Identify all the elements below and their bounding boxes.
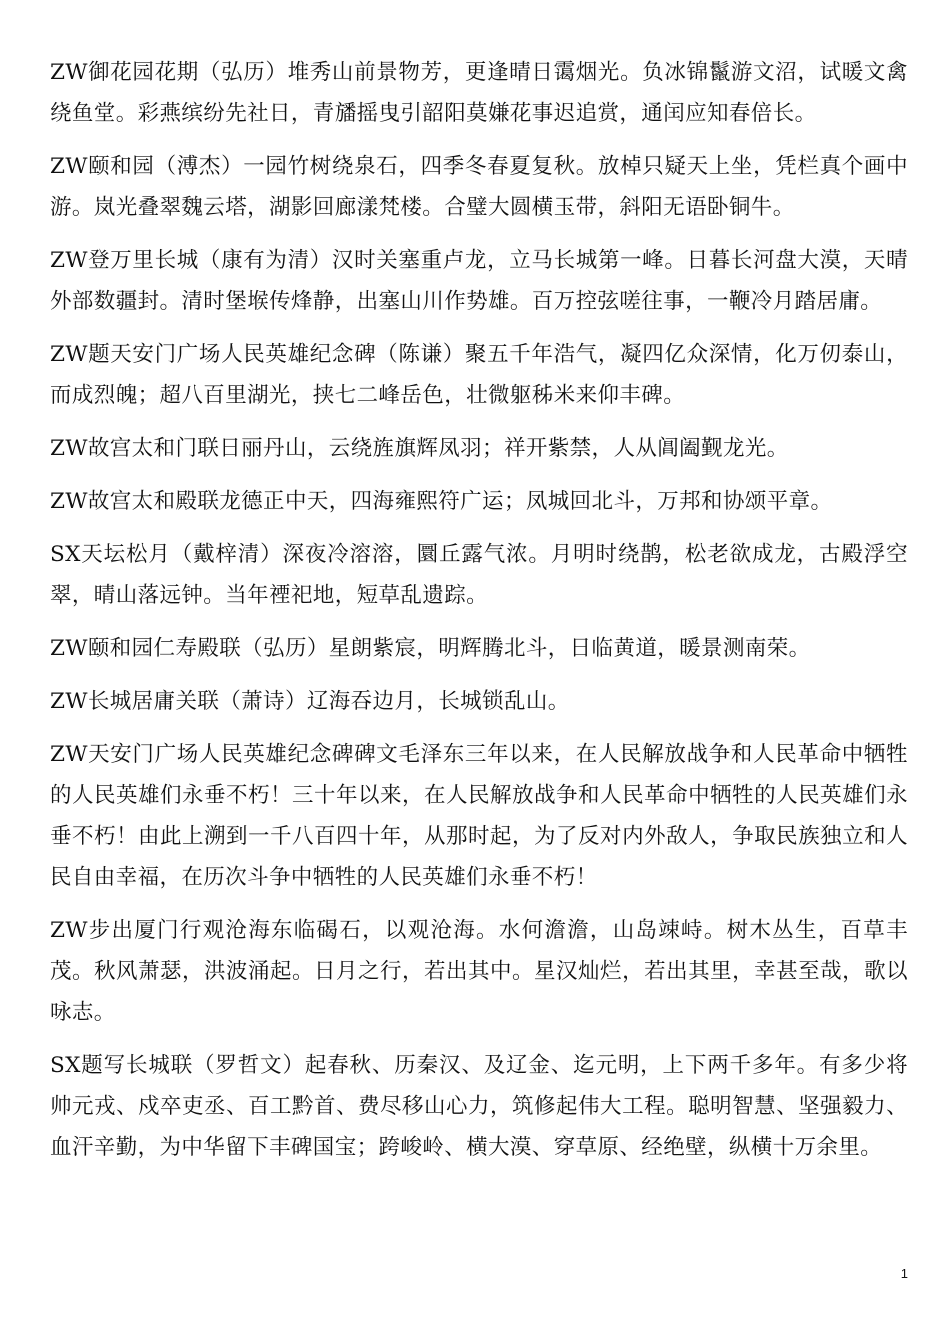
- paragraph: ZW长城居庸关联（萧诗）辽海吞边月，长城锁乱山。: [50, 689, 570, 714]
- document-body: [50, 52, 908, 1180]
- paragraph: ZW御花园花期（弘历）堆秀山前景物芳，更逢晴日霭烟光。负冰锦鬣游文沼，试暖文禽绕鱼堂。彩燕缤纷先社日，青旙摇曳引韶阳莫嫌花事迟追赏，通闰应知春倍长。: [50, 60, 908, 126]
- paragraph: ZW故宫太和殿联龙德正中天，四海雍熙符广运；凤城回北斗，万邦和协颂平章。: [50, 489, 833, 514]
- paragraph: SX题写长城联（罗哲文）起春秋、历秦汉、及辽金、迄元明，上下两千多年。有多少将帅元戎、戍卒吏丞、百工黔首、费尽移山心力，筑修起伟大工程。聪明智慧、坚强毅力、血汗辛勤，为中华留下丰碑国宝；跨峻岭、横大漠、穿草原、经绝壁，纵横十万余里。: [50, 1053, 908, 1160]
- paragraph: ZW颐和园（溥杰）一园竹树绕泉石，四季冬春夏复秋。放棹只疑天上坐，凭栏真个画中游。岚光叠翠魏云塔，湖影回廊漾梵楼。合璧大圆横玉带，斜阳无语卧铜牛。: [50, 154, 908, 220]
- paragraph: ZW天安门广场人民英雄纪念碑碑文毛泽东三年以来，在人民解放战争和人民革命中牺牲的人民英雄们永垂不朽！三十年以来，在人民解放战争和人民革命中牺牲的人民英雄们永垂不朽！由此上溯到一千八百四十年，从那时起，为了反对内外敌人，争取民族独立和人民自由幸福，在历次斗争中牺牲的人民英雄们永垂不朽！: [50, 742, 908, 890]
- page-number: 1: [900, 1266, 908, 1281]
- paragraph: ZW题天安门广场人民英雄纪念碑（陈谦）聚五千年浩气，凝四亿众深情，化万仞泰山，而成烈魄；超八百里湖光，挟七二峰岳色，壮微躯秭米来仰丰碑。: [50, 342, 908, 408]
- paragraph: ZW故宫太和门联日丽丹山，云绕旌旗辉凤羽；祥开紫禁，人从阊阖觐龙光。: [50, 436, 789, 461]
- paragraph: ZW颐和园仁寿殿联（弘历）星朗紫宸，明辉腾北斗，日临黄道，暖景测南荣。: [50, 636, 811, 661]
- paragraph: ZW登万里长城（康有为清）汉时关塞重卢龙，立马长城第一峰。日暮长河盘大漠，天晴外部数疆封。清时堡堠传烽静，出塞山川作势雄。百万控弦嗟往事，一鞭冷月踏居庸。: [50, 248, 908, 314]
- paragraph: SX天坛松月（戴梓清）深夜冷溶溶，圜丘露气浓。月明时绕鹊，松老欲成龙，古殿浮空翠，晴山落远钟。当年禋祀地，短草乱遗踪。: [50, 542, 908, 608]
- paragraph: ZW步出厦门行观沧海东临碣石，以观沧海。水何澹澹，山岛竦峙。树木丛生，百草丰茂。秋风萧瑟，洪波涌起。日月之行，若出其中。星汉灿烂，若出其里，幸甚至哉，歌以咏志。: [50, 918, 908, 1025]
